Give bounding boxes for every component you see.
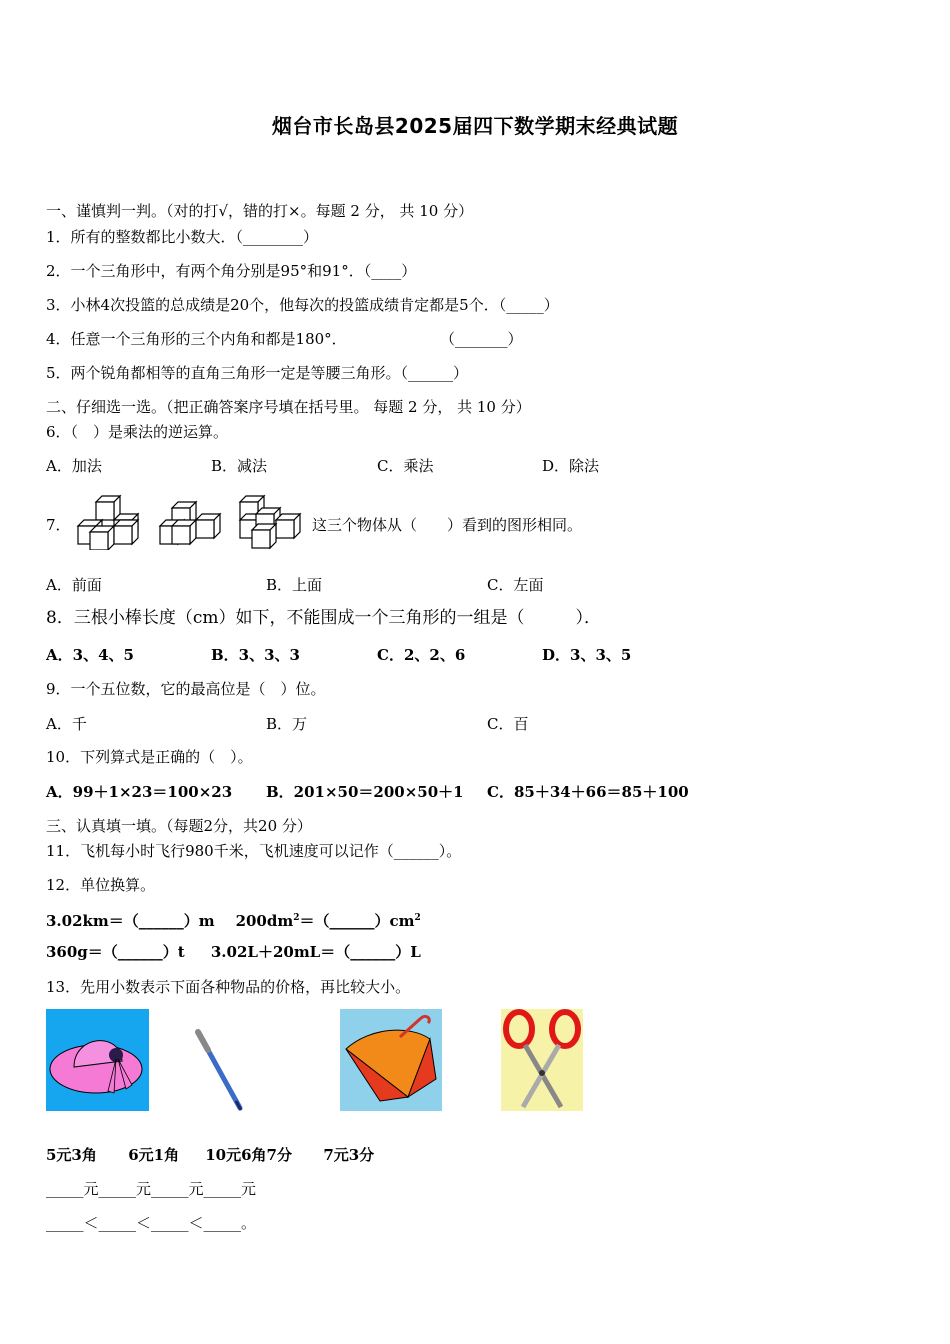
price-hat: 5元3角 <box>46 1146 97 1164</box>
q12-line-1 <box>46 908 421 931</box>
question-8: 8．三根小棒长度（cm）如下，不能围成一个三角形的一组是（ ）． <box>46 608 601 628</box>
question-9: 9．一个五位数，它的最高位是（ ）位。 <box>46 680 326 698</box>
price-umbrella: 10元6角7分 <box>205 1146 292 1164</box>
q12-dm2: 200dm <box>235 912 294 930</box>
q6-option-b: B．减法 <box>211 457 268 475</box>
q12-g-to-t: 360g＝（______）t <box>46 943 185 961</box>
q12-dm2-sup: 2 <box>293 913 300 923</box>
pen-image <box>190 1028 250 1113</box>
price-pen: 6元1角 <box>128 1146 180 1164</box>
q12-to-cm2: ＝（______）cm <box>299 912 415 930</box>
cube-figures <box>76 494 306 550</box>
question-4: 4．任意一个三角形的三个内角和都是180°． <box>46 330 347 348</box>
umbrella-image <box>340 1009 442 1111</box>
cube-figure-2 <box>160 502 220 544</box>
q10-option-a: A．99＋1×23＝100×23 <box>46 783 233 801</box>
q12-km-to-m: 3.02km＝（______）m <box>46 912 215 930</box>
question-7-number: 7． <box>46 516 71 534</box>
q8-option-c: C．2、2、6 <box>377 646 466 664</box>
cube-figure-3 <box>240 496 300 548</box>
q8-option-b: B．3、3、3 <box>211 646 300 664</box>
q7-option-a: A．前面 <box>46 576 102 594</box>
q6-option-a: A．加法 <box>46 457 102 475</box>
blanks-line: _____元_____元_____元_____元 <box>46 1180 257 1198</box>
compare-line: _____＜_____＜_____＜_____。 <box>46 1214 257 1232</box>
question-10: 10．下列算式是正确的（ ）。 <box>46 748 253 766</box>
q10-option-b: B．201×50＝200×50＋1 <box>266 783 464 801</box>
q12-l-ml: 3.02L＋20mL＝（______）L <box>210 943 421 961</box>
question-1: 1．所有的整数都比小数大．（________） <box>46 228 319 246</box>
question-3: 3．小林4次投篮的总成绩是20个，他每次的投篮成绩肯定都是5个．（_____） <box>46 296 559 314</box>
q7-option-c: C．左面 <box>487 576 544 594</box>
q12-cm2-sup: 2 <box>414 913 421 923</box>
hat-image <box>46 1009 149 1111</box>
section-1-header: 一、谨慎判一判。（对的打√，错的打×。每题 2 分， 共 10 分） <box>46 202 474 220</box>
q9-option-c: C．百 <box>487 715 529 733</box>
q6-option-c: C．乘法 <box>377 457 434 475</box>
question-11: 11．飞机每小时飞行980千米，飞机速度可以记作（______）。 <box>46 842 462 860</box>
q10-option-c: C．85＋34＋66＝85＋100 <box>487 783 689 801</box>
q7-option-b: B．上面 <box>266 576 323 594</box>
question-5: 5．两个锐角都相等的直角三角形一定是等腰三角形。（______） <box>46 364 469 382</box>
question-4-blank: （_______） <box>440 330 523 348</box>
question-13: 13．先用小数表示下面各种物品的价格，再比较大小。 <box>46 978 411 996</box>
price-scissors: 7元3分 <box>323 1146 375 1164</box>
q8-option-a: A．3、4、5 <box>46 646 134 664</box>
q6-option-d: D．除法 <box>542 457 600 475</box>
q12-line-2 <box>46 942 421 962</box>
page-title: 烟台市长岛县2025届四下数学期末经典试题 <box>271 114 679 138</box>
section-3-header: 三、认真填一填。（每题2分，共20 分） <box>46 817 312 835</box>
question-6: 6．（ ）是乘法的逆运算。 <box>46 423 229 441</box>
q9-option-b: B．万 <box>266 715 308 733</box>
question-2: 2．一个三角形中，有两个角分别是95°和91°．（____） <box>46 262 417 280</box>
section-2-header: 二、仔细选一选。（把正确答案序号填在括号里。 每题 2 分， 共 10 分） <box>46 398 531 416</box>
question-7-text: 这三个物体从（ ）看到的图形相同。 <box>312 516 583 534</box>
question-12: 12．单位换算。 <box>46 876 156 894</box>
q9-option-a: A．千 <box>46 715 87 733</box>
prices-row <box>46 1145 374 1165</box>
q8-option-d: D．3、3、5 <box>542 646 632 664</box>
cube-figure-1 <box>78 496 138 550</box>
scissors-image <box>501 1009 583 1111</box>
